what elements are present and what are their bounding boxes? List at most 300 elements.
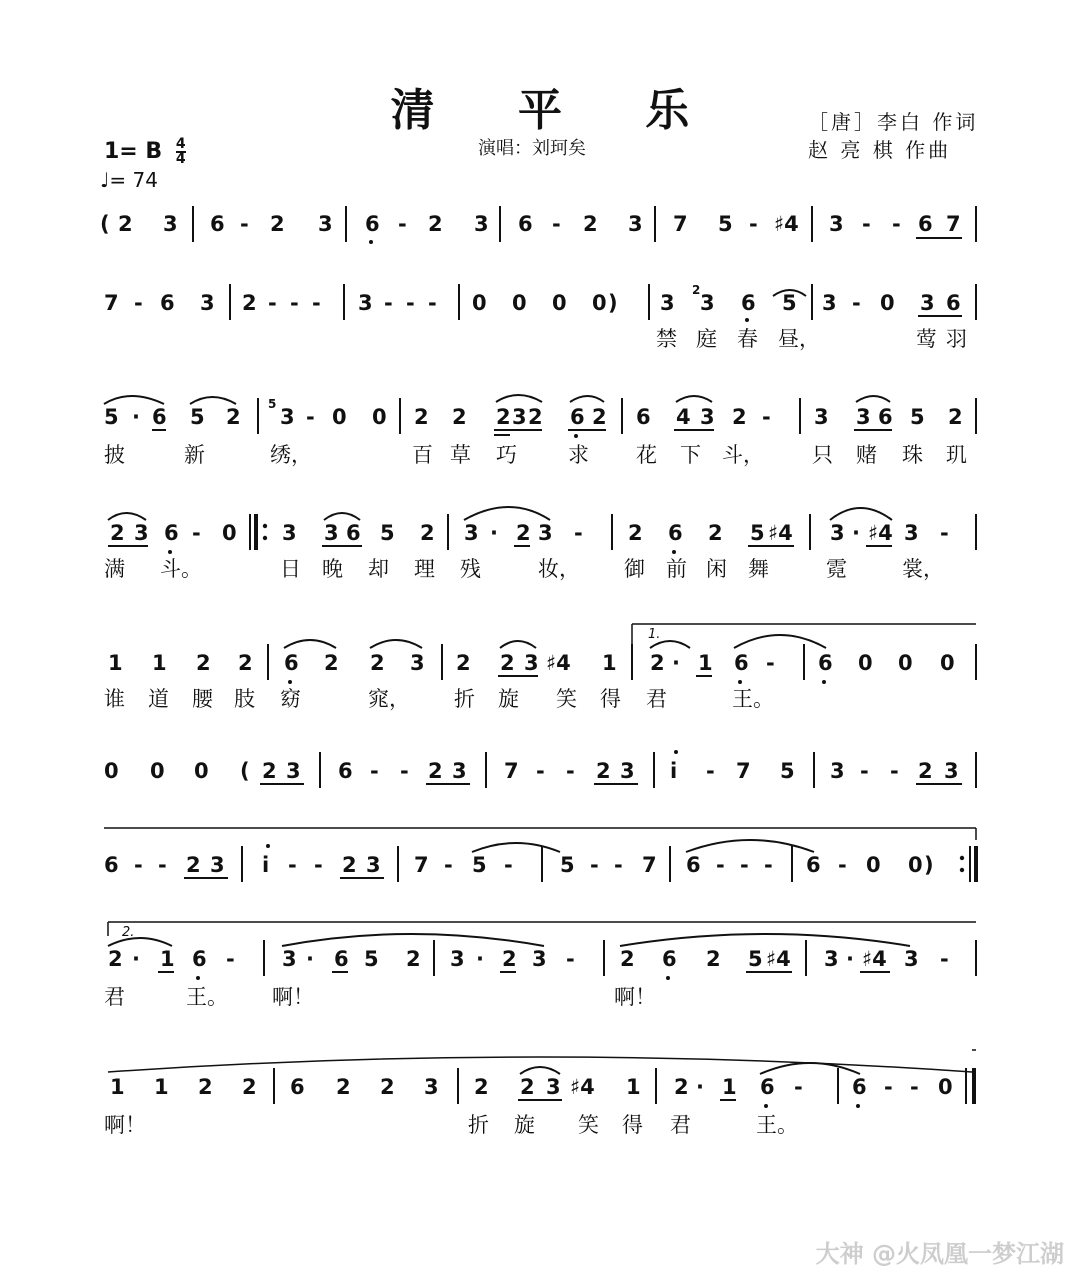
svg-text:3: 3 — [856, 405, 871, 429]
score-line-5 — [0, 618, 1080, 710]
svg-text:6: 6 — [346, 521, 361, 545]
svg-text:2: 2 — [226, 405, 241, 429]
svg-text:2: 2 — [242, 291, 257, 315]
svg-text:·: · — [132, 947, 140, 971]
svg-text:-: - — [590, 853, 599, 877]
song-title: 清 平 乐 — [390, 85, 724, 136]
score-line-4 — [0, 500, 1080, 590]
svg-text:2: 2 — [628, 521, 643, 545]
svg-text:3: 3 — [280, 405, 295, 429]
volta-2: 2. — [122, 925, 135, 940]
score-line-1 — [0, 200, 1080, 260]
svg-text:赌: 赌 — [856, 443, 877, 467]
lyrics-line-3 — [104, 443, 967, 468]
svg-text:♯4: ♯4 — [868, 521, 893, 545]
svg-text:-: - — [268, 291, 277, 315]
svg-text:羽: 羽 — [946, 327, 967, 351]
svg-text:王。: 王。 — [732, 687, 774, 711]
svg-text:只: 只 — [812, 443, 833, 467]
svg-text:3: 3 — [532, 947, 547, 971]
svg-text:7: 7 — [736, 759, 751, 783]
svg-text:♯4: ♯4 — [766, 947, 791, 971]
svg-text:·: · — [846, 947, 854, 971]
svg-text:0: 0 — [938, 1075, 953, 1099]
svg-text:3: 3 — [829, 212, 844, 236]
svg-text:4: 4 — [676, 405, 691, 429]
lyricist-credit: ［唐］李白 作词 — [808, 110, 979, 134]
svg-text:-: - — [574, 521, 583, 545]
svg-text:得: 得 — [622, 1113, 643, 1137]
svg-text:2: 2 — [238, 651, 253, 675]
svg-text:3: 3 — [210, 853, 225, 877]
time-bottom: 4 — [175, 151, 186, 167]
svg-text:2: 2 — [650, 651, 665, 675]
svg-text:3: 3 — [318, 212, 333, 236]
svg-text:-: - — [290, 291, 299, 315]
svg-text:0: 0 — [372, 405, 387, 429]
svg-text:3: 3 — [524, 651, 539, 675]
svg-text:却: 却 — [368, 557, 389, 581]
svg-text:2: 2 — [198, 1075, 213, 1099]
svg-text:6: 6 — [686, 853, 701, 877]
svg-text:0: 0 — [908, 853, 923, 877]
time-signature — [176, 138, 186, 166]
svg-text:-: - — [226, 947, 235, 971]
svg-text:3: 3 — [904, 521, 919, 545]
svg-text:3: 3 — [474, 212, 489, 236]
svg-text:道: 道 — [148, 687, 169, 711]
svg-text:2: 2 — [516, 521, 531, 545]
svg-text:2: 2 — [583, 212, 598, 236]
svg-text:-: - — [740, 853, 749, 877]
volta-1: 1. — [648, 627, 661, 642]
svg-text:2: 2 — [414, 405, 429, 429]
svg-text:0: 0 — [552, 291, 567, 315]
svg-text:2: 2 — [428, 212, 443, 236]
notes-line-9 — [110, 1075, 953, 1099]
svg-text:腰: 腰 — [192, 687, 213, 711]
svg-text:5: 5 — [560, 853, 575, 877]
svg-text:-: - — [884, 1075, 893, 1099]
svg-text:2: 2 — [732, 405, 747, 429]
svg-text:5: 5 — [750, 521, 765, 545]
svg-text:6: 6 — [334, 947, 349, 971]
svg-text:3: 3 — [200, 291, 215, 315]
svg-text:裳，: 裳， — [902, 557, 944, 581]
notes-line-3 — [104, 405, 963, 429]
svg-text:2: 2 — [592, 405, 607, 429]
svg-text:3: 3 — [920, 291, 935, 315]
svg-text:-: - — [428, 291, 437, 315]
svg-text:君: 君 — [646, 687, 667, 711]
svg-text:3: 3 — [904, 947, 919, 971]
svg-text:闲: 闲 — [706, 557, 727, 581]
svg-text:2: 2 — [706, 947, 721, 971]
svg-text:2: 2 — [108, 947, 123, 971]
svg-text:0: 0 — [472, 291, 487, 315]
svg-text:3: 3 — [546, 1075, 561, 1099]
notes-line-7 — [104, 853, 934, 877]
svg-text:旋: 旋 — [514, 1113, 535, 1137]
score-line-3 — [0, 386, 1080, 476]
svg-text:6: 6 — [518, 212, 533, 236]
svg-text:霓: 霓 — [826, 557, 847, 581]
svg-text:i: i — [670, 759, 678, 783]
svg-text:3: 3 — [660, 291, 675, 315]
svg-text:2: 2 — [336, 1075, 351, 1099]
svg-text:-: - — [940, 521, 949, 545]
svg-text:2: 2 — [324, 651, 339, 675]
svg-text:5: 5 — [472, 853, 487, 877]
svg-text:6: 6 — [152, 405, 167, 429]
svg-text:前: 前 — [666, 557, 687, 581]
svg-text:2: 2 — [270, 212, 285, 236]
svg-text:-: - — [306, 405, 315, 429]
svg-text:-: - — [852, 291, 861, 315]
lyrics-line-5 — [104, 687, 774, 712]
svg-text:3: 3 — [366, 853, 381, 877]
svg-text:2: 2 — [370, 651, 385, 675]
svg-text:绣，: 绣， — [270, 443, 312, 467]
grace-note-2: 5 — [268, 397, 277, 411]
svg-text:♯4: ♯4 — [546, 651, 571, 675]
svg-text:2: 2 — [474, 1075, 489, 1099]
svg-text:3: 3 — [134, 521, 149, 545]
svg-text:·: · — [852, 521, 860, 545]
svg-text:0: 0 — [592, 291, 607, 315]
svg-text:1: 1 — [722, 1075, 737, 1099]
svg-text:禁: 禁 — [656, 327, 677, 351]
svg-text:7: 7 — [642, 853, 657, 877]
svg-text:2: 2 — [428, 759, 443, 783]
svg-text:2: 2 — [918, 759, 933, 783]
notes-line-8 — [108, 947, 949, 971]
svg-text:3: 3 — [282, 947, 297, 971]
score-line-8 — [0, 918, 1080, 1014]
svg-text:0: 0 — [880, 291, 895, 315]
svg-text:3: 3 — [628, 212, 643, 236]
svg-text:-: - — [444, 853, 453, 877]
svg-text:3: 3 — [424, 1075, 439, 1099]
svg-text:-: - — [706, 759, 715, 783]
svg-text:晚: 晚 — [322, 557, 343, 581]
svg-text:花: 花 — [636, 443, 657, 467]
svg-text:6: 6 — [636, 405, 651, 429]
svg-text:2: 2 — [496, 405, 511, 429]
svg-text:6: 6 — [878, 405, 893, 429]
svg-text:7: 7 — [673, 212, 688, 236]
svg-text:·: · — [132, 405, 140, 429]
svg-text:6: 6 — [741, 291, 756, 315]
svg-text:-: - — [716, 853, 725, 877]
svg-text:2: 2 — [500, 651, 515, 675]
svg-text:5: 5 — [782, 291, 797, 315]
svg-text:2: 2 — [674, 1075, 689, 1099]
svg-text:3: 3 — [822, 291, 837, 315]
svg-text:6: 6 — [290, 1075, 305, 1099]
svg-text:旋: 旋 — [498, 687, 519, 711]
key-signature — [104, 138, 186, 166]
svg-text:啊！: 啊！ — [614, 985, 656, 1009]
svg-text:5: 5 — [780, 759, 795, 783]
svg-text:6: 6 — [918, 212, 933, 236]
svg-text:珠: 珠 — [902, 443, 923, 467]
svg-text:1: 1 — [154, 1075, 169, 1099]
score-line-6 — [0, 744, 1080, 804]
svg-text:窈: 窈 — [280, 687, 301, 711]
svg-text:6: 6 — [734, 651, 749, 675]
svg-text:1: 1 — [110, 1075, 125, 1099]
svg-text:7: 7 — [946, 212, 961, 236]
svg-text:草: 草 — [450, 443, 471, 467]
svg-text:2: 2 — [452, 405, 467, 429]
svg-text:3: 3 — [450, 947, 465, 971]
svg-text:-: - — [566, 759, 575, 783]
svg-text:5: 5 — [364, 947, 379, 971]
svg-text:6: 6 — [160, 291, 175, 315]
svg-text:6: 6 — [760, 1075, 775, 1099]
svg-text:5: 5 — [380, 521, 395, 545]
svg-text:6: 6 — [338, 759, 353, 783]
svg-text:-: - — [406, 291, 415, 315]
svg-text:3: 3 — [452, 759, 467, 783]
svg-text:3: 3 — [814, 405, 829, 429]
svg-text:2: 2 — [242, 1075, 257, 1099]
svg-text:2: 2 — [420, 521, 435, 545]
svg-text:6: 6 — [662, 947, 677, 971]
svg-text:): ) — [924, 853, 934, 877]
svg-text:-: - — [940, 947, 949, 971]
svg-text:6: 6 — [284, 651, 299, 675]
svg-text:6: 6 — [104, 853, 119, 877]
svg-text:6: 6 — [668, 521, 683, 545]
svg-text:♯4: ♯4 — [774, 212, 799, 236]
svg-text:2: 2 — [406, 947, 421, 971]
svg-text:得: 得 — [600, 687, 621, 711]
notes-line-2 — [104, 291, 961, 315]
svg-text:i: i — [262, 853, 270, 877]
svg-text:2: 2 — [380, 1075, 395, 1099]
svg-text:-: - — [312, 291, 321, 315]
svg-text:-: - — [749, 212, 758, 236]
notes-line-5 — [108, 651, 955, 675]
svg-text:斗。: 斗。 — [160, 557, 202, 581]
svg-text:2: 2 — [520, 1075, 535, 1099]
svg-text:0: 0 — [858, 651, 873, 675]
lyrics-line-8 — [104, 985, 656, 1009]
singer-credit: 演唱：刘珂矣 — [478, 138, 586, 159]
svg-text:5: 5 — [190, 405, 205, 429]
svg-text:2: 2 — [262, 759, 277, 783]
svg-text:6: 6 — [210, 212, 225, 236]
svg-text:(: ( — [100, 212, 110, 236]
svg-text:3: 3 — [324, 521, 339, 545]
svg-text:(: ( — [240, 759, 250, 783]
lyrics-line-2 — [656, 327, 967, 352]
svg-text:3: 3 — [824, 947, 839, 971]
svg-text:春: 春 — [737, 327, 758, 351]
svg-text:-: - — [794, 1075, 803, 1099]
svg-text:·: · — [672, 651, 680, 675]
svg-text:2: 2 — [342, 853, 357, 877]
svg-text:0: 0 — [898, 651, 913, 675]
tempo-marking: ♩= 74 — [100, 168, 158, 192]
svg-text:3: 3 — [464, 521, 479, 545]
svg-text:6: 6 — [192, 947, 207, 971]
svg-text:2: 2 — [118, 212, 133, 236]
svg-text:7: 7 — [504, 759, 519, 783]
svg-text:♯4: ♯4 — [570, 1075, 595, 1099]
svg-text:6: 6 — [852, 1075, 867, 1099]
svg-text:0: 0 — [194, 759, 209, 783]
svg-text:1: 1 — [698, 651, 713, 675]
svg-text:6: 6 — [164, 521, 179, 545]
svg-text:-: - — [134, 853, 143, 877]
composer-credit: 赵 亮 棋 作曲 — [808, 138, 952, 162]
svg-text:御: 御 — [624, 557, 645, 581]
svg-text:肢: 肢 — [234, 687, 255, 711]
svg-text:0: 0 — [104, 759, 119, 783]
svg-text:♯4: ♯4 — [768, 521, 793, 545]
svg-text:-: - — [384, 291, 393, 315]
svg-text:3: 3 — [410, 651, 425, 675]
svg-text:-: - — [192, 521, 201, 545]
svg-text:3: 3 — [286, 759, 301, 783]
svg-text:1: 1 — [152, 651, 167, 675]
svg-text:庭: 庭 — [696, 327, 717, 351]
svg-text:1: 1 — [160, 947, 175, 971]
svg-text:-: - — [552, 212, 561, 236]
svg-text:-: - — [764, 853, 773, 877]
svg-text:2: 2 — [196, 651, 211, 675]
svg-text:5: 5 — [748, 947, 763, 971]
svg-text:0: 0 — [512, 291, 527, 315]
grace-note-1: 2 — [692, 283, 701, 297]
svg-text:-: - — [398, 212, 407, 236]
svg-text:披: 披 — [104, 443, 125, 467]
svg-text:2: 2 — [620, 947, 635, 971]
svg-text:7: 7 — [414, 853, 429, 877]
svg-text:-: - — [566, 947, 575, 971]
svg-text:3: 3 — [282, 521, 297, 545]
svg-text:-: - — [862, 212, 871, 236]
svg-text:-: - — [892, 212, 901, 236]
svg-text:王。: 王。 — [186, 985, 228, 1009]
svg-text:♯4: ♯4 — [862, 947, 887, 971]
svg-text:3: 3 — [700, 291, 715, 315]
svg-text:3: 3 — [830, 759, 845, 783]
svg-text:0: 0 — [866, 853, 881, 877]
svg-text:0: 0 — [222, 521, 237, 545]
svg-text:-: - — [838, 853, 847, 877]
svg-text:2: 2 — [596, 759, 611, 783]
svg-text:2: 2 — [528, 405, 543, 429]
svg-text:-: - — [314, 853, 323, 877]
svg-text:0: 0 — [940, 651, 955, 675]
svg-text:笑: 笑 — [556, 687, 577, 711]
svg-text:-: - — [766, 651, 775, 675]
svg-text:妆，: 妆， — [538, 557, 580, 581]
lyrics-line-4 — [104, 557, 944, 582]
svg-text:3: 3 — [944, 759, 959, 783]
svg-text:啊！: 啊！ — [272, 985, 314, 1009]
svg-text:7: 7 — [104, 291, 119, 315]
svg-text:1: 1 — [626, 1075, 641, 1099]
svg-text:求: 求 — [568, 443, 589, 467]
svg-text:玑: 玑 — [946, 443, 967, 467]
svg-text:6: 6 — [818, 651, 833, 675]
svg-text:6: 6 — [806, 853, 821, 877]
svg-text:日: 日 — [280, 557, 301, 581]
svg-text:王。: 王。 — [756, 1113, 798, 1137]
svg-text:2: 2 — [456, 651, 471, 675]
svg-text:·: · — [490, 521, 498, 545]
notes-line-6 — [104, 759, 959, 783]
svg-text:巧: 巧 — [496, 443, 517, 467]
svg-text:0: 0 — [150, 759, 165, 783]
svg-text:下: 下 — [680, 443, 701, 467]
svg-text:君: 君 — [670, 1113, 691, 1137]
svg-text:斗，: 斗， — [722, 443, 764, 467]
svg-text:-: - — [614, 853, 623, 877]
svg-text:2: 2 — [186, 853, 201, 877]
key-label: 1= B — [104, 139, 163, 164]
svg-text:0: 0 — [332, 405, 347, 429]
svg-text:-: - — [910, 1075, 919, 1099]
watermark: 大神 @火凤凰一梦江湖 — [815, 1240, 1064, 1268]
svg-text:2: 2 — [708, 521, 723, 545]
svg-text:谁: 谁 — [104, 687, 125, 711]
svg-text:-: - — [158, 853, 167, 877]
score-line-7 — [0, 822, 1080, 892]
svg-text:理: 理 — [414, 557, 435, 581]
svg-text:-: - — [134, 291, 143, 315]
svg-text:3: 3 — [538, 521, 553, 545]
time-top: 4 — [175, 136, 186, 152]
svg-text:笑: 笑 — [578, 1113, 599, 1137]
svg-text:): ) — [608, 291, 618, 315]
svg-text:-: - — [400, 759, 409, 783]
svg-text:折: 折 — [468, 1113, 489, 1137]
svg-text:·: · — [306, 947, 314, 971]
score-line-2 — [0, 276, 1080, 366]
svg-text:3: 3 — [163, 212, 178, 236]
svg-text:-: - — [504, 853, 513, 877]
svg-text:6: 6 — [570, 405, 585, 429]
svg-text:3: 3 — [700, 405, 715, 429]
svg-text:君: 君 — [104, 985, 125, 1009]
svg-text:折: 折 — [454, 687, 475, 711]
svg-text:5: 5 — [104, 405, 119, 429]
svg-text:-: - — [536, 759, 545, 783]
svg-text:残: 残 — [460, 557, 481, 581]
svg-text:5: 5 — [910, 405, 925, 429]
svg-text:1: 1 — [108, 651, 123, 675]
svg-text:舞: 舞 — [748, 557, 769, 581]
svg-text:6: 6 — [946, 291, 961, 315]
svg-text:5: 5 — [718, 212, 733, 236]
svg-text:-: - — [762, 405, 771, 429]
svg-text:啊！: 啊！ — [104, 1113, 146, 1137]
svg-text:1: 1 — [602, 651, 617, 675]
svg-text:莺: 莺 — [916, 327, 937, 351]
svg-text:2: 2 — [110, 521, 125, 545]
svg-text:-: - — [370, 759, 379, 783]
svg-text:新: 新 — [184, 443, 205, 467]
svg-text:百: 百 — [412, 443, 433, 467]
svg-text:3: 3 — [512, 405, 527, 429]
svg-text:满: 满 — [104, 557, 125, 581]
